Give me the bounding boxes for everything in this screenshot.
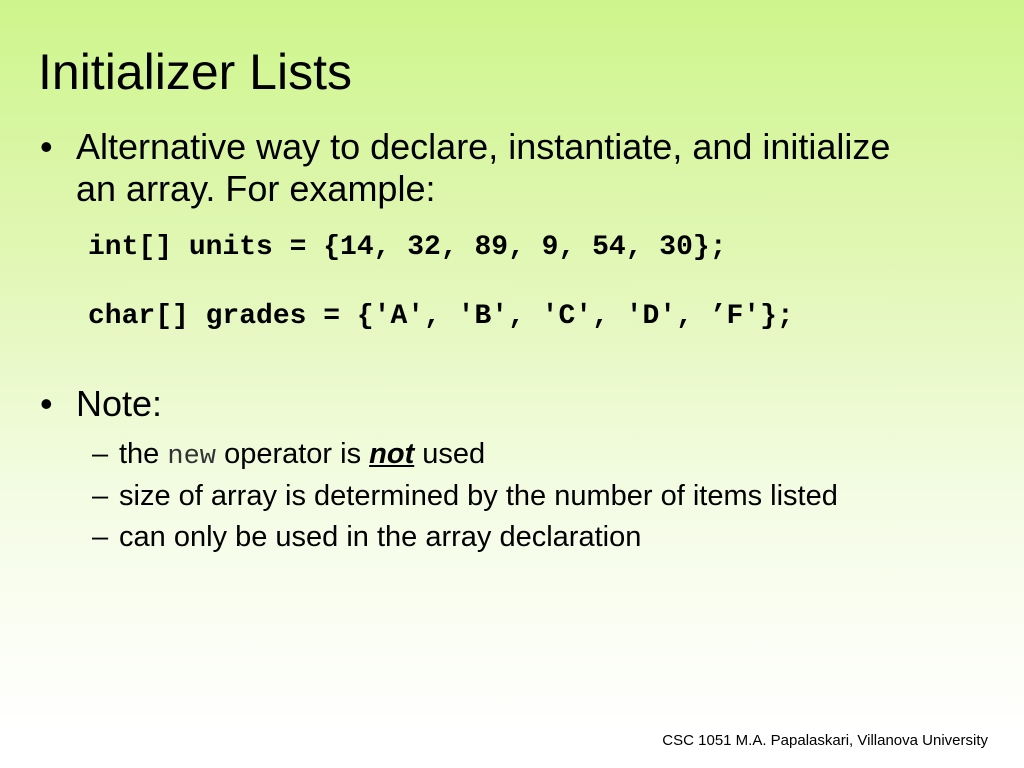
bullet-text-line-2: an array. For example:	[76, 168, 436, 209]
sub-bullet-text	[119, 437, 485, 474]
code-example-units: int[] units = {14, 32, 89, 9, 54, 30};	[88, 232, 727, 263]
inline-code-new: new	[167, 442, 216, 472]
slide-title: Initializer Lists	[38, 44, 352, 100]
text-the: the	[119, 438, 160, 470]
bullet-text	[76, 126, 890, 210]
dash-marker: –	[92, 521, 109, 553]
code-example-grades: char[] grades = {'A', 'B', 'C', 'D', ’F'};	[88, 301, 794, 332]
bullet-text: Note:	[76, 383, 163, 424]
sub-bullet-text: can only be used in the array declaration	[119, 521, 642, 553]
text-used: used	[422, 438, 486, 470]
dash-marker: –	[92, 480, 109, 512]
text-operator-is: operator is	[224, 438, 362, 470]
dash-marker: –	[92, 438, 109, 470]
emphasis-not: not	[369, 438, 415, 470]
bullet-text-line-1: Alternative way to declare, instantiate, and initialize	[76, 126, 891, 167]
bullet-marker: •	[40, 383, 53, 424]
sub-bullet-text: size of array is determined by the number of items listed	[119, 480, 838, 512]
bullet-marker: •	[40, 126, 53, 167]
slide-footer: CSC 1051 M.A. Papalaskari, Villanova University	[662, 732, 988, 749]
